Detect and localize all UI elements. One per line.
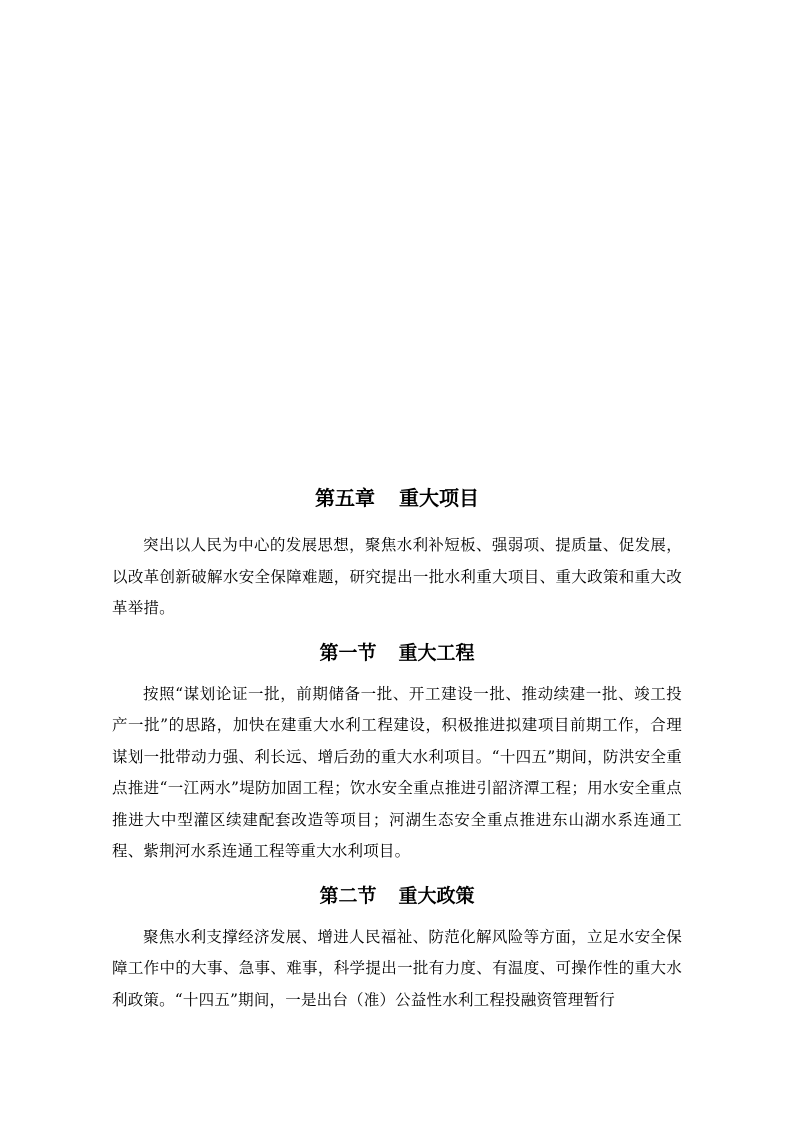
section-1-paragraph: 按照“谋划论证一批，前期储备一批、开工建设一批、推动续建一批、竣工投产一批”的思路，加快在建重大水利工程建设，积极推进拟建项目前期工作，合理谋划一批带动力强、利长远、增后劲的重大水利项目。“十四五”期间，防洪安全重点推进“一江两水”堤防加固工程；饮水安全重点推进引韶济潭工程；用水安全重点推进大中型灌区续建配套改造等项目；河湖生态安全重点推进东山湖水系连通工程、紫荆河水系连通工程等重大水利项目。 <box>112 684 682 860</box>
section-heading-2 <box>112 880 682 912</box>
section-number: 第二节 <box>319 884 377 907</box>
chapter-intro-paragraph: 突出以人民为中心的发展思想，聚焦水利补短板、强弱项、提质量、促发展，以改革创新破解水安全保障难题，研究提出一批水利重大项目、重大政策和重大改革举措。 <box>112 536 682 617</box>
chapter-title: 重大项目 <box>399 486 479 510</box>
page-content <box>112 480 682 1016</box>
section-title: 重大工程 <box>398 641 475 664</box>
section-heading-1 <box>112 637 682 669</box>
section-number: 第一节 <box>319 641 377 664</box>
section-title: 重大政策 <box>398 884 475 907</box>
chapter-number: 第五章 <box>315 486 375 510</box>
chapter-heading <box>112 480 682 516</box>
section-2-paragraph: 聚焦水利支撑经济发展、增进人民福祉、防范化解风险等方面，立足水安全保障工作中的大事、急事、难事，科学提出一批有力度、有温度、可操作性的重大水利政策。“十四五”期间，一是出台（准）公益性水利工程投融资管理暂行 <box>112 927 682 1009</box>
